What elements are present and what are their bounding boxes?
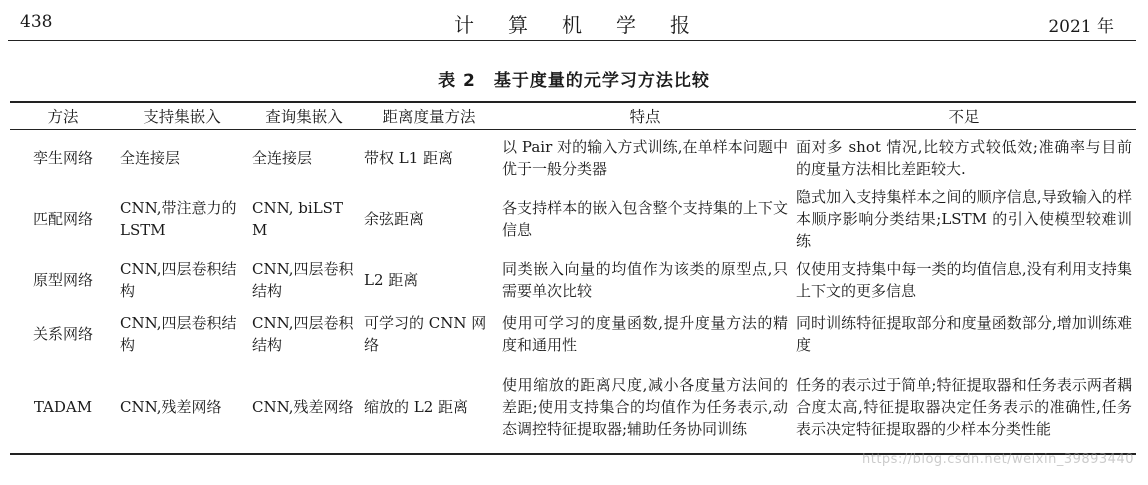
- column-header-query-embedding: 查询集嵌入: [265, 108, 343, 126]
- cell-method: 关系网络: [32, 324, 93, 343]
- page-number: 438: [20, 12, 53, 32]
- cell-features: 使用缩放的距离尺度,减小各度量方法间的差距;使用支持集合的均值作为任务表示,动态调控特征提取器;辅助任务协同训练: [502, 375, 788, 438]
- cell-method: 孪生网络: [32, 149, 93, 167]
- cell-features: 使用可学习的度量函数,提升度量方法的精度和通用性: [502, 313, 788, 354]
- watermark: https://blog.csdn.net/weixin_39893440: [861, 452, 1134, 467]
- cell-distance-metric: 带权 L1 距离: [364, 149, 454, 167]
- cell-method: TADAM: [33, 397, 93, 416]
- table-caption: 表 2 基于度量的元学习方法比较: [438, 71, 710, 91]
- cell-support-embedding: CNN,四层卷积结构: [120, 259, 237, 300]
- table-header-row: [10, 102, 1136, 130]
- table-row: [10, 360, 1136, 454]
- cell-distance-metric: 可学习的 CNN 网络: [364, 313, 487, 354]
- cell-query-embedding: CNN,四层卷积结构: [252, 259, 354, 300]
- cell-query-embedding: CNN,残差网络: [252, 397, 354, 416]
- cell-distance-metric: 缩放的 L2 距离: [364, 397, 469, 416]
- cell-features: 各支持样本的嵌入包含整个支持集的上下文信息: [502, 199, 788, 239]
- cell-support-embedding: CNN,四层卷积结构: [120, 313, 237, 354]
- cell-query-embedding: CNN, biLSTM: [252, 199, 343, 239]
- table-row: [10, 186, 1136, 252]
- column-header-support-embedding: 支持集嵌入: [143, 108, 221, 126]
- page-header: [8, 6, 1136, 41]
- column-header-shortcomings: 不足: [948, 108, 980, 126]
- cell-distance-metric: 余弦距离: [364, 210, 425, 228]
- comparison-table: [10, 101, 1136, 455]
- publication-year: 2021 年: [1048, 17, 1114, 37]
- cell-support-embedding: 全连接层: [120, 149, 181, 167]
- journal-name: 计算机学报: [454, 13, 724, 37]
- cell-method: 原型网络: [32, 270, 93, 289]
- cell-distance-metric: L2 距离: [364, 270, 419, 289]
- cell-support-embedding: CNN,带注意力的 LSTM: [120, 199, 237, 239]
- cell-shortcomings: 同时训练特征提取部分和度量函数部分,增加训练难度: [796, 313, 1132, 354]
- cell-features: 以 Pair 对的输入方式训练,在单样本问题中优于一般分类器: [502, 138, 788, 178]
- table-row: [10, 252, 1136, 307]
- table-row: [10, 130, 1136, 187]
- cell-features: 同类嵌入向量的均值作为该类的原型点,只需要单次比较: [502, 259, 788, 300]
- table-row: [10, 307, 1136, 360]
- cell-shortcomings: 任务的表示过于简单;特征提取器和任务表示两者耦合度太高,特征提取器决定任务表示的准确性,任务表示决定特征提取器的少样本分类性能: [796, 375, 1132, 438]
- cell-shortcomings: 隐式加入支持集样本之间的顺序信息,导致输入的样本顺序影响分类结果;LSTM 的引入使模型较难训练: [796, 188, 1132, 250]
- column-header-method: 方法: [47, 108, 79, 126]
- cell-shortcomings: 仅使用支持集中每一类的均值信息,没有利用支持集上下文的更多信息: [796, 259, 1132, 300]
- cell-method: 匹配网络: [32, 210, 93, 228]
- cell-support-embedding: CNN,残差网络: [120, 397, 222, 416]
- cell-shortcomings: 面对多 shot 情况,比较方式较低效;准确率与目前的度量方法相比差距较大.: [796, 138, 1132, 178]
- cell-query-embedding: 全连接层: [252, 149, 313, 167]
- column-header-features: 特点: [629, 108, 661, 126]
- cell-query-embedding: CNN,四层卷积结构: [252, 313, 354, 354]
- column-header-distance-metric: 距离度量方法: [382, 108, 476, 126]
